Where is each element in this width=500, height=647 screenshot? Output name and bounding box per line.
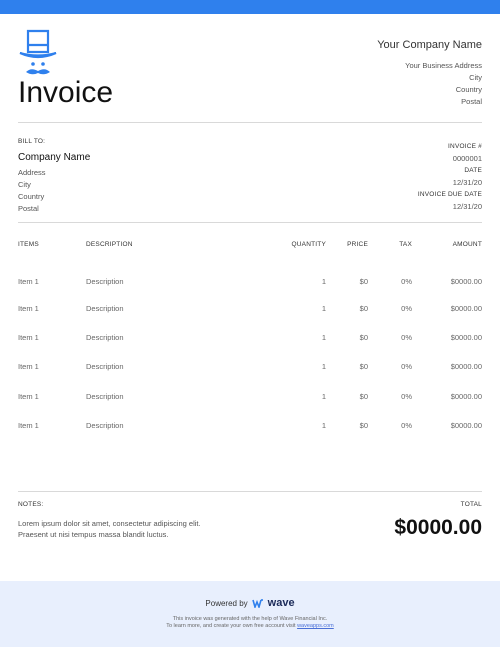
price-cell: $0 bbox=[359, 362, 368, 372]
client-company-name: Company Name bbox=[18, 152, 91, 163]
table-row bbox=[18, 294, 482, 323]
quantity-cell: 1 bbox=[321, 391, 326, 401]
footer-line-1: This invoice was generated with the help of Wave Financial Inc. bbox=[172, 616, 328, 622]
waveapps-link[interactable]: waveapps.com bbox=[297, 623, 334, 629]
powered-by bbox=[0, 597, 500, 609]
description-cell: Description bbox=[86, 276, 124, 286]
amount-cell: $0000.00 bbox=[450, 333, 482, 343]
description-cell: Description bbox=[86, 304, 124, 314]
client-postal: Postal bbox=[18, 204, 39, 213]
description-cell: Description bbox=[86, 362, 124, 372]
column-header-tax: TAX bbox=[399, 240, 412, 248]
notes-block bbox=[18, 501, 201, 540]
tax-cell: 0% bbox=[401, 420, 412, 430]
column-header-quantity: QUANTITY bbox=[291, 240, 326, 248]
client-country: Country bbox=[18, 192, 45, 201]
notes-line-2: Praesent ut nisi tempus massa blandit luctus. bbox=[18, 529, 169, 539]
top-hat-mustache-icon bbox=[18, 28, 58, 78]
wave-logo-icon bbox=[252, 599, 264, 608]
sender-block bbox=[377, 39, 482, 108]
invoice-number: 0000001 bbox=[452, 154, 482, 163]
divider bbox=[18, 491, 482, 492]
date-label: DATE bbox=[464, 167, 482, 174]
item-cell: Item 1 bbox=[18, 276, 39, 286]
price-cell: $0 bbox=[359, 420, 368, 430]
footer-line-2 bbox=[0, 623, 500, 629]
description-cell: Description bbox=[86, 333, 124, 343]
item-cell: Item 1 bbox=[18, 362, 39, 372]
price-cell: $0 bbox=[359, 304, 368, 314]
amount-cell: $0000.00 bbox=[450, 304, 482, 314]
client-city: City bbox=[18, 180, 31, 189]
total-amount: $0000.00 bbox=[394, 516, 482, 539]
column-header-price: PRICE bbox=[347, 240, 368, 248]
invoice-number-label: INVOICE # bbox=[448, 143, 482, 150]
total-block bbox=[394, 501, 482, 540]
top-accent-bar bbox=[0, 0, 500, 14]
amount-cell: $0000.00 bbox=[450, 362, 482, 372]
tax-cell: 0% bbox=[401, 304, 412, 314]
item-cell: Item 1 bbox=[18, 333, 39, 343]
price-cell: $0 bbox=[359, 333, 368, 343]
item-cell: Item 1 bbox=[18, 304, 39, 314]
column-header-amount: AMOUNT bbox=[452, 240, 482, 248]
amount-cell: $0000.00 bbox=[450, 276, 482, 286]
due-date-label: INVOICE DUE DATE bbox=[417, 191, 482, 198]
client-address: Address bbox=[18, 168, 46, 177]
table-row bbox=[18, 250, 482, 294]
table-row bbox=[18, 382, 482, 411]
notes-label: NOTES: bbox=[18, 501, 44, 508]
quantity-cell: 1 bbox=[321, 304, 326, 314]
invoice-date: 12/31/20 bbox=[452, 178, 482, 187]
price-cell: $0 bbox=[359, 391, 368, 401]
notes-line-1: Lorem ipsum dolor sit amet, consectetur adipiscing elit. bbox=[18, 519, 201, 528]
description-cell: Description bbox=[86, 420, 124, 430]
quantity-cell: 1 bbox=[321, 333, 326, 343]
column-header-description: DESCRIPTION bbox=[86, 240, 133, 248]
line-items-table bbox=[18, 238, 482, 440]
sender-city: City bbox=[469, 73, 482, 82]
divider bbox=[18, 122, 482, 123]
sender-country: Country bbox=[455, 85, 482, 94]
total-label: TOTAL bbox=[460, 501, 482, 508]
due-date: 12/31/20 bbox=[452, 202, 482, 211]
quantity-cell: 1 bbox=[321, 362, 326, 372]
table-row bbox=[18, 411, 482, 440]
description-cell: Description bbox=[86, 391, 124, 401]
amount-cell: $0000.00 bbox=[450, 420, 482, 430]
footer-line-2-text: To learn more, and create your own free account visit bbox=[166, 623, 296, 629]
footer bbox=[0, 581, 500, 647]
divider bbox=[18, 222, 482, 223]
invoice-meta bbox=[418, 141, 482, 213]
table-row bbox=[18, 323, 482, 352]
quantity-cell: 1 bbox=[321, 420, 326, 430]
tax-cell: 0% bbox=[401, 333, 412, 343]
sender-postal: Postal bbox=[461, 97, 482, 106]
item-cell: Item 1 bbox=[18, 391, 39, 401]
sender-address: Your Business Address bbox=[405, 61, 482, 70]
bill-to-label: BILL TO: bbox=[18, 138, 46, 145]
column-header-items: ITEMS bbox=[18, 240, 39, 248]
powered-by-label: Powered by bbox=[205, 598, 248, 608]
wave-brand-text: wave bbox=[267, 597, 295, 609]
tax-cell: 0% bbox=[401, 362, 412, 372]
bill-to-block bbox=[18, 138, 90, 215]
tax-cell: 0% bbox=[401, 276, 412, 286]
table-header-row bbox=[18, 238, 482, 250]
invoice-title: Invoice bbox=[18, 76, 114, 109]
table-row bbox=[18, 352, 482, 381]
item-cell: Item 1 bbox=[18, 420, 39, 430]
quantity-cell: 1 bbox=[321, 276, 326, 286]
amount-cell: $0000.00 bbox=[450, 391, 482, 401]
sender-company-name: Your Company Name bbox=[377, 39, 482, 51]
price-cell: $0 bbox=[359, 276, 368, 286]
tax-cell: 0% bbox=[401, 391, 412, 401]
